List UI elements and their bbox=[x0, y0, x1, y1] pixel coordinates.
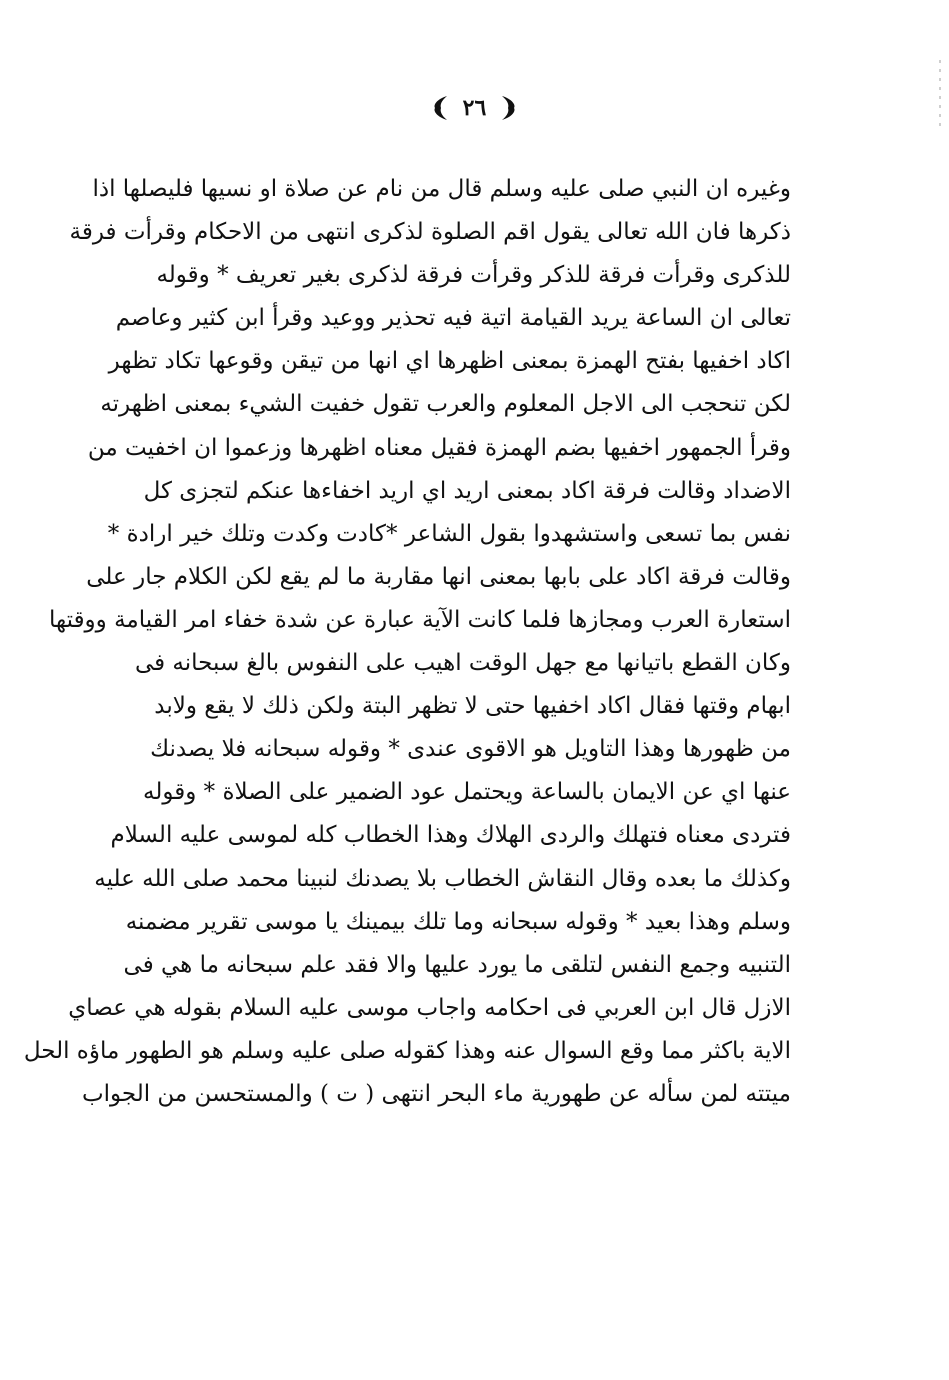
text-line: تعالى ان الساعة يريد القيامة اتية فيه تحذير ووعيد وقرأ ابن كثير وعاصم bbox=[115, 305, 791, 332]
text-line: الازل قال ابن العربي فى احكامه واجاب موسى عليه السلام بقوله هي عصاي bbox=[68, 994, 791, 1021]
text-line: وقالت فرقة اكاد على بابها بمعنى انها مقاربة ما لم يقع لكن الكلام جار على bbox=[86, 563, 791, 590]
text-line: وسلم وهذا بعيد * وقوله سبحانه وما تلك بيمينك يا موسى تقرير مضمنه bbox=[125, 908, 791, 935]
text-line: ذكرها فان الله تعالى يقول اقم الصلوة لذكرى انتهى من الاحكام وقرأت فرقة bbox=[69, 219, 791, 246]
text-line: وغيره ان النبي صلى عليه وسلم قال من نام عن صلاة او نسيها فليصلها اذا bbox=[92, 176, 791, 202]
text-line: نفس بما تسعى واستشهدوا بقول الشاعر *كادت وكدت وتلك خير ارادة * bbox=[107, 520, 791, 547]
right-scroll-ornament-icon bbox=[500, 93, 518, 123]
text-line: وكان القطع باتيانها مع جهل الوقت اهيب على النفوس بالغ سبحانه فى bbox=[134, 650, 791, 677]
text-line: فتردى معناه فتهلك والردى الهلاك وهذا الخطاب كله لموسى عليه السلام bbox=[110, 822, 791, 849]
text-line: من ظهورها وهذا التاويل هو الاقوى عندى * وقوله سبحانه فلا يصدنك bbox=[150, 736, 791, 763]
text-line: الاضداد وقالت فرقة اكاد بمعنى اريد اي اريد اخفاءها عنكم لتجزى كل bbox=[143, 477, 791, 504]
text-line: عنها اي عن الايمان بالساعة ويحتمل عود الضمير على الصلاة * وقوله bbox=[143, 779, 791, 806]
page-header bbox=[0, 88, 949, 128]
text-line: اكاد اخفيها بفتح الهمزة بمعنى اظهرها اي انها من تيقن وقوعها تكاد تظهر bbox=[108, 348, 791, 375]
text-line: استعارة العرب ومجازها فلما كانت الآية عبارة عن شدة خفاء امر القيامة ووقتها bbox=[49, 606, 791, 633]
text-line: وقرأ الجمهور اخفيها بضم الهمزة فقيل معناه اظهرها وزعموا ان اخفيت من bbox=[87, 434, 791, 461]
text-line: الاية باكثر مما وقع السوال عنه وهذا كقوله صلى عليه وسلم هو الطهور ماؤه الحل bbox=[23, 1037, 791, 1064]
text-line: وكذلك ما بعده وقال النقاش الخطاب بلا يصدنك لنبينا محمد صلى الله عليه bbox=[94, 865, 791, 892]
text-line: ميتته لمن سأله عن طهورية ماء البحر انتهى ( ت ) والمستحسن من الجواب bbox=[81, 1080, 791, 1107]
text-line: ابهام وقتها فقال اكاد اخفيها حتى لا تظهر البتة ولكن ذلك لا يقع ولابد bbox=[154, 693, 791, 720]
page-number: ٢٦ bbox=[462, 95, 487, 121]
text-line: التنبيه وجمع النفس لتلقى ما يورد عليها والا فقد علم سبحانه ما هي فى bbox=[123, 951, 791, 978]
main-text-block bbox=[23, 168, 791, 1116]
left-scroll-ornament-icon bbox=[431, 93, 449, 123]
text-line: لكن تنحجب الى الاجل المعلوم والعرب تقول خفيت الشيء بمعنى اظهرته bbox=[100, 391, 791, 418]
text-line: للذكرى وقرأت فرقة للذكر وقرأت فرقة لذكرى بغير تعريف * وقوله bbox=[156, 262, 791, 289]
